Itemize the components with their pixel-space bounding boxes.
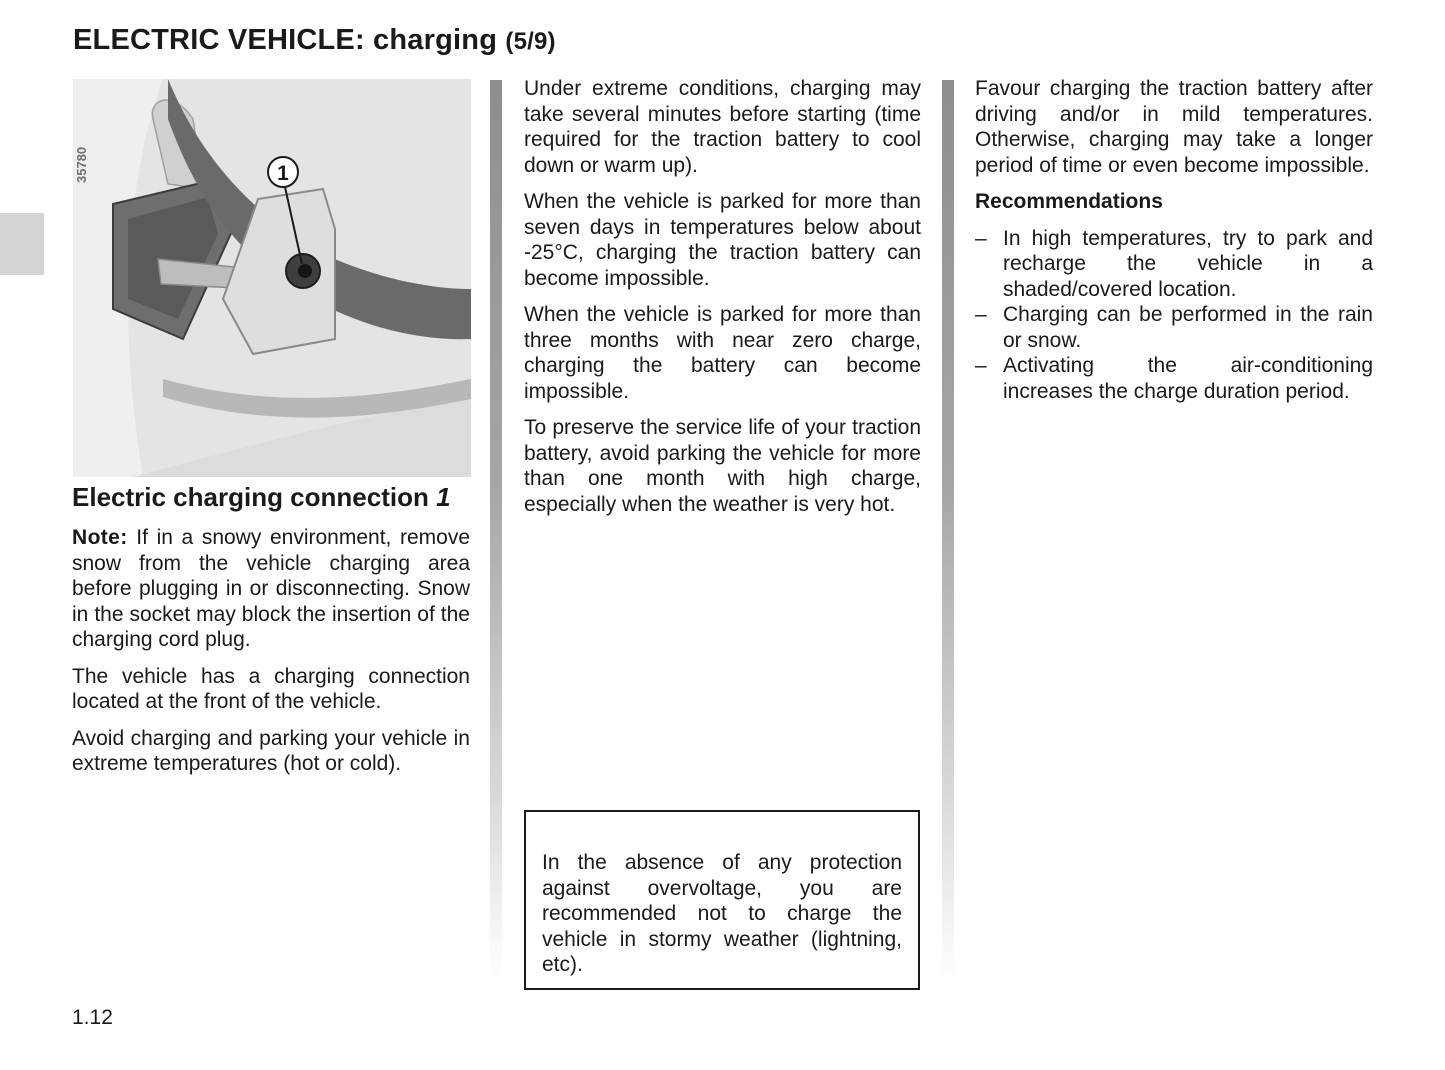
car-front-illustration bbox=[73, 79, 471, 477]
paragraph-three-months: When the vehicle is parked for more than three months with near zero charge, charging the battery can become impossible. bbox=[524, 303, 921, 403]
recommendations-heading: Recommendations bbox=[975, 190, 1163, 213]
page-number: 1.12 bbox=[72, 1006, 113, 1029]
list-item bbox=[975, 226, 1373, 303]
section-tab bbox=[0, 213, 44, 275]
section-heading-number: 1 bbox=[436, 482, 451, 512]
list-item-text: In high temperatures, try to park and recharge the vehicle in a shaded/covered location. bbox=[1003, 226, 1373, 301]
dash-bullet: – bbox=[975, 303, 987, 326]
charging-connection-figure bbox=[73, 79, 471, 477]
note-text: If in a snowy environment, remove snow from the vehicle charging area before plugging in or disconnecting. Snow in the socket may block the insertion of the charging cord plug. bbox=[72, 526, 470, 651]
section-heading bbox=[72, 482, 470, 513]
list-item bbox=[975, 302, 1373, 353]
column-divider-1 bbox=[490, 80, 502, 980]
paragraph-connection-location: The vehicle has a charging connection located at the front of the vehicle. bbox=[72, 664, 470, 713]
callout-1-label: 1 bbox=[277, 162, 289, 185]
list-item-text: Activating the air-conditioning increases the charge duration period. bbox=[1003, 354, 1373, 403]
dash-bullet: – bbox=[975, 226, 987, 250]
dash-bullet: – bbox=[975, 354, 987, 377]
recommendations-list bbox=[975, 226, 1373, 405]
list-item bbox=[975, 353, 1373, 404]
page-title-text: ELECTRIC VEHICLE: charging bbox=[73, 24, 498, 56]
paragraph-extreme-conditions: Under extreme conditions, charging may take several minutes before starting (time required for the traction battery to cool down or warm up). bbox=[524, 77, 921, 177]
paragraph-service-life: To preserve the service life of your traction battery, avoid parking the vehicle for more than one month with high charge, especially when the weather is very hot. bbox=[524, 416, 921, 516]
note-label: Note: bbox=[72, 526, 128, 549]
paragraph-avoid-extreme-temps: Avoid charging and parking your vehicle in extreme temperatures (hot or cold). bbox=[72, 726, 470, 775]
section-heading-text: Electric charging connection bbox=[72, 482, 429, 512]
warning-box bbox=[524, 810, 920, 990]
column-left bbox=[72, 482, 470, 788]
page-part: (5/9) bbox=[505, 28, 556, 55]
warning-text: In the absence of any protection against overvoltage, you are recommended not to charge the vehicle in stormy weather (lightning, etc). bbox=[542, 851, 902, 976]
page-title bbox=[73, 24, 556, 57]
column-divider-2 bbox=[942, 80, 954, 980]
figure-id: 35780 bbox=[74, 146, 89, 183]
column-middle bbox=[524, 76, 921, 528]
column-right bbox=[975, 76, 1373, 404]
paragraph-favour-charging: Favour charging the traction battery after driving and/or in mild temperatures. Otherwise, charging may take a longer period of time or even become impossible. bbox=[975, 77, 1373, 177]
paragraph-seven-days: When the vehicle is parked for more than seven days in temperatures below about -25°C, charging the traction battery can become impossible. bbox=[524, 190, 921, 290]
note-paragraph bbox=[72, 525, 470, 653]
list-item-text: Charging can be performed in the rain or snow. bbox=[1003, 303, 1373, 352]
